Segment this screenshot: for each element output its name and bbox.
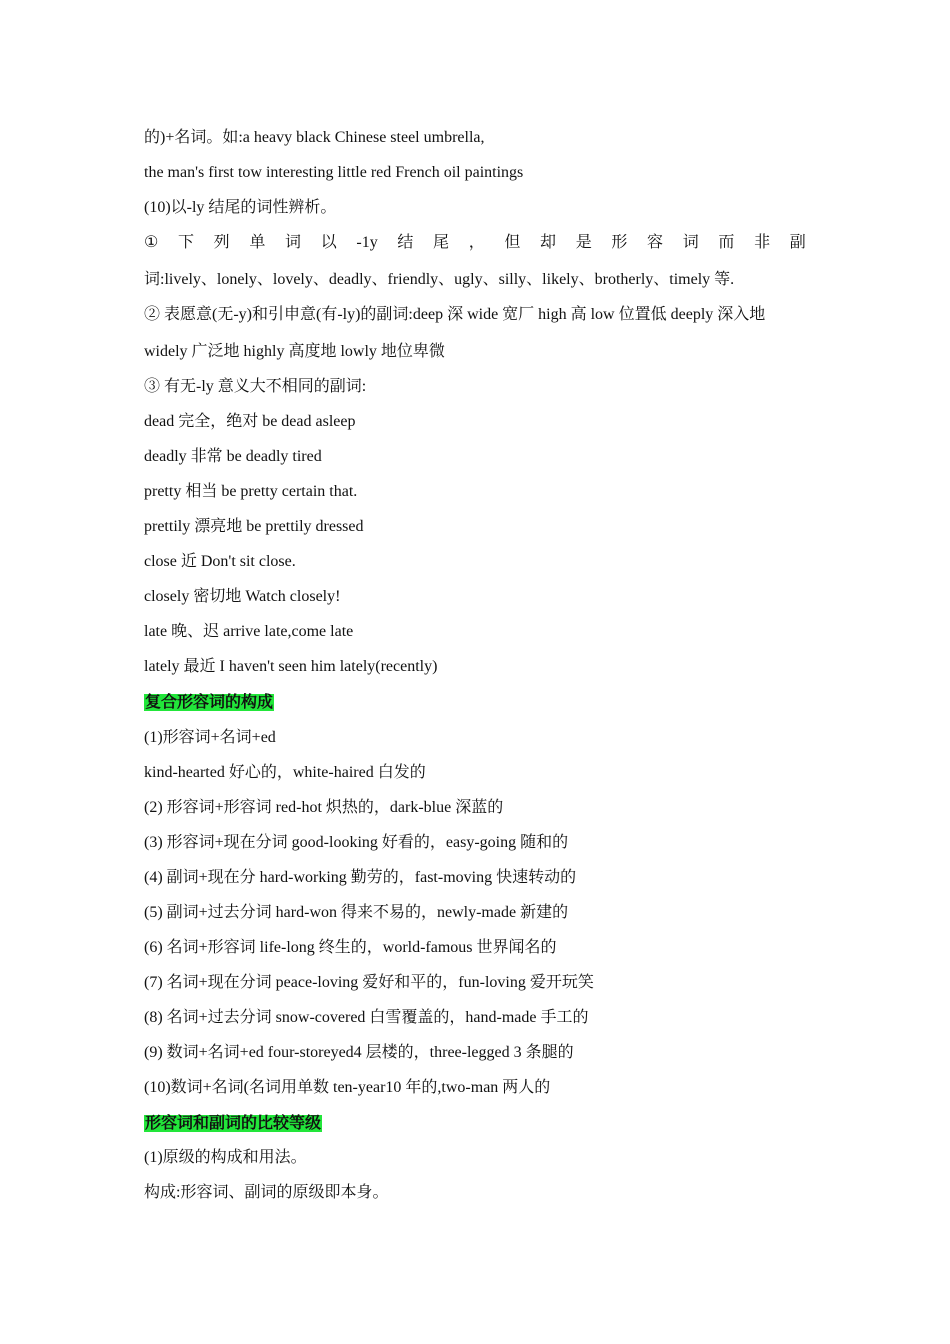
text-line: (1)形容词+名词+ed <box>144 729 276 746</box>
text-line: (7) 名词+现在分词 peace-loving 爱好和平的，fun-loving 爱开玩笑 <box>144 974 594 991</box>
text-line: close 近 Don't sit close. <box>144 553 296 570</box>
text-line: dead 完全，绝对 be dead asleep <box>144 413 356 430</box>
text-line: (3) 形容词+现在分词 good-looking 好看的，easy-going 随和的 <box>144 834 569 851</box>
text-line: (9) 数词+名词+ed four-storeyed4 层楼的，three-legged 3 条腿的 <box>144 1044 574 1061</box>
text-line: 词:lively、lonely、lovely、deadly、friendly、ugly、silly、likely、brotherly、timely 等. <box>144 271 735 288</box>
text-line: kind-hearted 好心的，white-haired 白发的 <box>144 764 426 781</box>
text-line: (6) 名词+形容词 life-long 终生的，world-famous 世界闻名的 <box>144 939 557 956</box>
text-line: late 晚、迟 arrive late,come late <box>144 623 354 640</box>
text-line: prettily 漂亮地 be prettily dressed <box>144 518 364 535</box>
text-line: closely 密切地 Watch closely! <box>144 588 341 605</box>
text-line: (10)以-ly 结尾的词性辨析。 <box>144 199 337 216</box>
text-line: (8) 名词+过去分词 snow-covered 白雪覆盖的，hand-made 手工的 <box>144 1009 589 1026</box>
text-line: (1)原级的构成和用法。 <box>144 1149 307 1166</box>
text-line: the man's first tow interesting little red French oil paintings <box>144 164 524 181</box>
text-line: 构成:形容词、副词的原级即本身。 <box>144 1184 389 1201</box>
text-line: widely 广泛地 highly 高度地 lowly 地位卑微 <box>144 343 445 360</box>
text-line: deadly 非常 be deadly tired <box>144 448 322 465</box>
text-line: (2) 形容词+形容词 red-hot 炽热的，dark-blue 深蓝的 <box>144 799 504 816</box>
text-line: pretty 相当 be pretty certain that. <box>144 483 358 500</box>
section-heading-comparison <box>144 1113 806 1135</box>
text-line: (4) 副词+现在分 hard-working 勤劳的，fast-moving 快速转动的 <box>144 869 577 886</box>
highlighted-heading: 复合形容词的构成 <box>145 694 274 711</box>
highlighted-heading: 形容词和副词的比较等级 <box>145 1115 322 1132</box>
text-line: ③ 有无-ly 意义大不相同的副词: <box>144 378 367 395</box>
text-line: ② 表愿意(无-y)和引申意(有-ly)的副词:deep 深 wide 宽厂 high 高 low 位置低 deeply 深入地 <box>144 306 766 323</box>
text-line: 的)+名词。如:a heavy black Chinese steel umbrella, <box>144 129 485 146</box>
text-line: (5) 副词+过去分词 hard-won 得来不易的，newly-made 新建的 <box>144 904 569 921</box>
text-line: (10)数词+名词(名词用单数 ten-year10 年的,two-man 两人的 <box>144 1079 551 1096</box>
spread-text-line: ① 下 列 单 词 以 -1y 结 尾 ， 但 却 是 形 容 词 而 非 副 <box>144 234 806 251</box>
section-heading-compound <box>144 692 806 714</box>
text-line: lately 最近 I haven't seen him lately(recently) <box>144 658 438 675</box>
